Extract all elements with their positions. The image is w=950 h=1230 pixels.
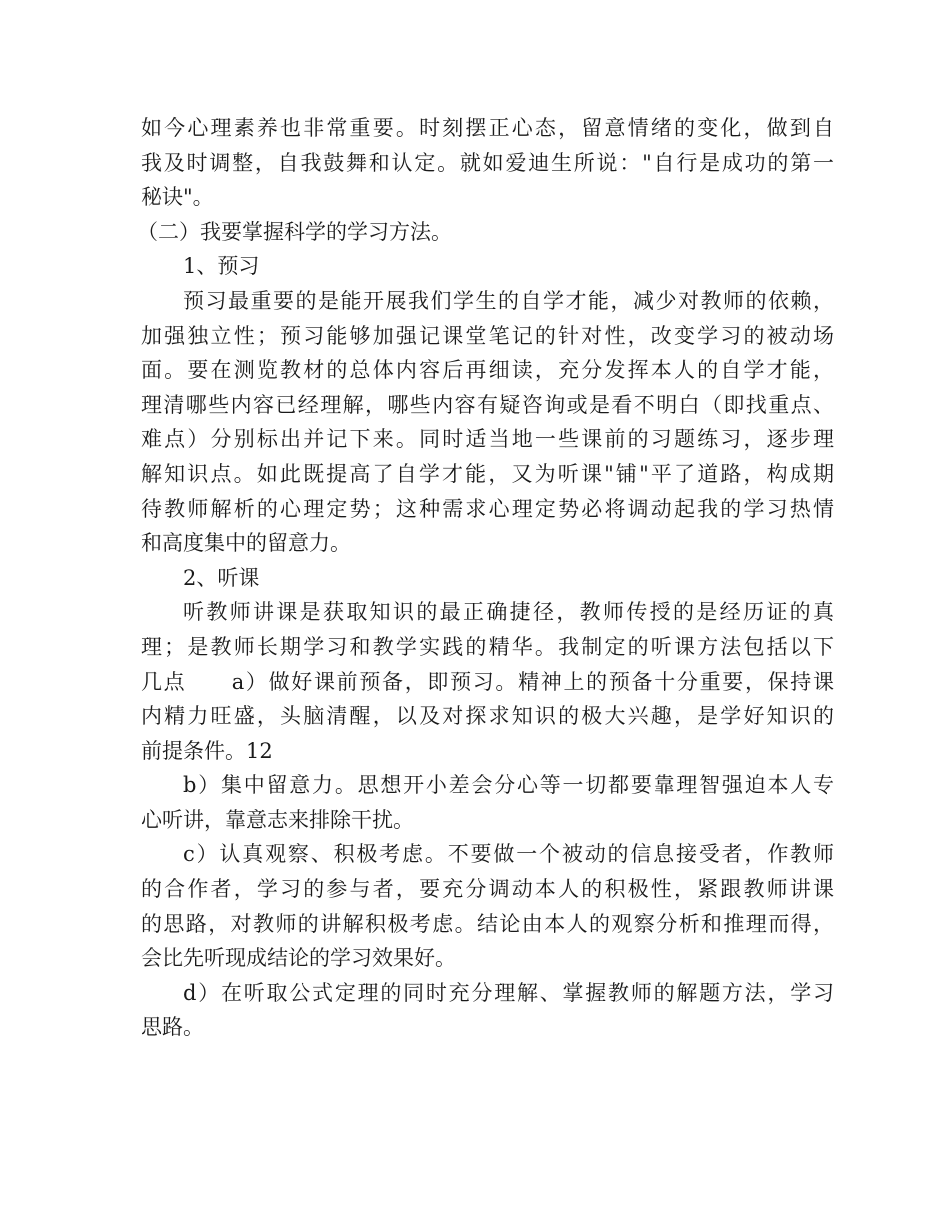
subsection-heading: 2、听课 [183,565,260,590]
text-line: 面。要在测览教材的总体内容后再细读，充分发挥本人的自学才能， [141,358,834,383]
text-line: 心听讲，靠意志来排除干扰。 [141,807,414,832]
text-line: 内精力旺盛，头脑清醒，以及对探求知识的极大兴趣，是学好知识的 [141,704,834,729]
text-line: 预习最重要的是能开展我们学生的自学才能，减少对教师的依赖， [183,288,834,313]
document-body [137,111,841,1045]
text-line: 理；是教师长期学习和教学实践的精华。我制定的听课方法包括以下 [141,634,834,659]
text-line: 加强独立性；预习能够加强记课堂笔记的针对性，改变学习的被动场 [141,323,834,348]
text-line: 秘诀"。 [141,185,214,210]
text-line: 解知识点。如此既提高了自学才能，又为听课"铺"平了道路，构成期 [141,461,834,486]
text-line: 待教师解析的心理定势；这种需求心理定势必将调动起我的学习热情 [141,496,834,521]
text-line: b）集中留意力。思想开小差会分心等一切都要靠理智强迫本人专 [183,773,834,798]
text-line: c）认真观察、积极考虑。不要做一个被动的信息接受者，作教师 [183,842,834,867]
text-line: 和高度集中的留意力。 [141,531,351,556]
text-line: 思路。 [141,1015,204,1040]
text-line: 的思路，对教师的讲解积极考虑。结论由本人的观察分析和推理而得， [141,911,834,936]
subsection-heading: 1、预习 [183,254,260,279]
section-heading: （二）我要掌握科学的学习方法。 [137,219,452,244]
text-line: 的合作者，学习的参与者，要充分调动本人的积极性，紧跟教师讲课 [141,877,834,902]
text-line: 几点 a）做好课前预备，即预习。精神上的预备十分重要，保持课 [141,669,834,694]
text-line: d）在听取公式定理的同时充分理解、掌握教师的解题方法，学习 [183,980,834,1005]
text-line: 难点）分别标出并记下来。同时适当地一些课前的习题练习，逐步理 [141,427,834,452]
text-line: 我及时调整，自我鼓舞和认定。就如爱迪生所说："自行是成功的第一 [141,150,834,175]
text-line: 会比先听现成结论的学习效果好。 [141,946,456,971]
text-line: 前提条件。12 [141,738,273,763]
text-line: 如今心理素养也非常重要。时刻摆正心态，留意情绪的变化，做到自 [141,116,834,140]
text-line: 听教师讲课是获取知识的最正确捷径，教师传授的是经历证的真 [183,600,834,625]
text-line: 理清哪些内容已经理解，哪些内容有疑咨询或是看不明白（即找重点、 [141,392,834,417]
